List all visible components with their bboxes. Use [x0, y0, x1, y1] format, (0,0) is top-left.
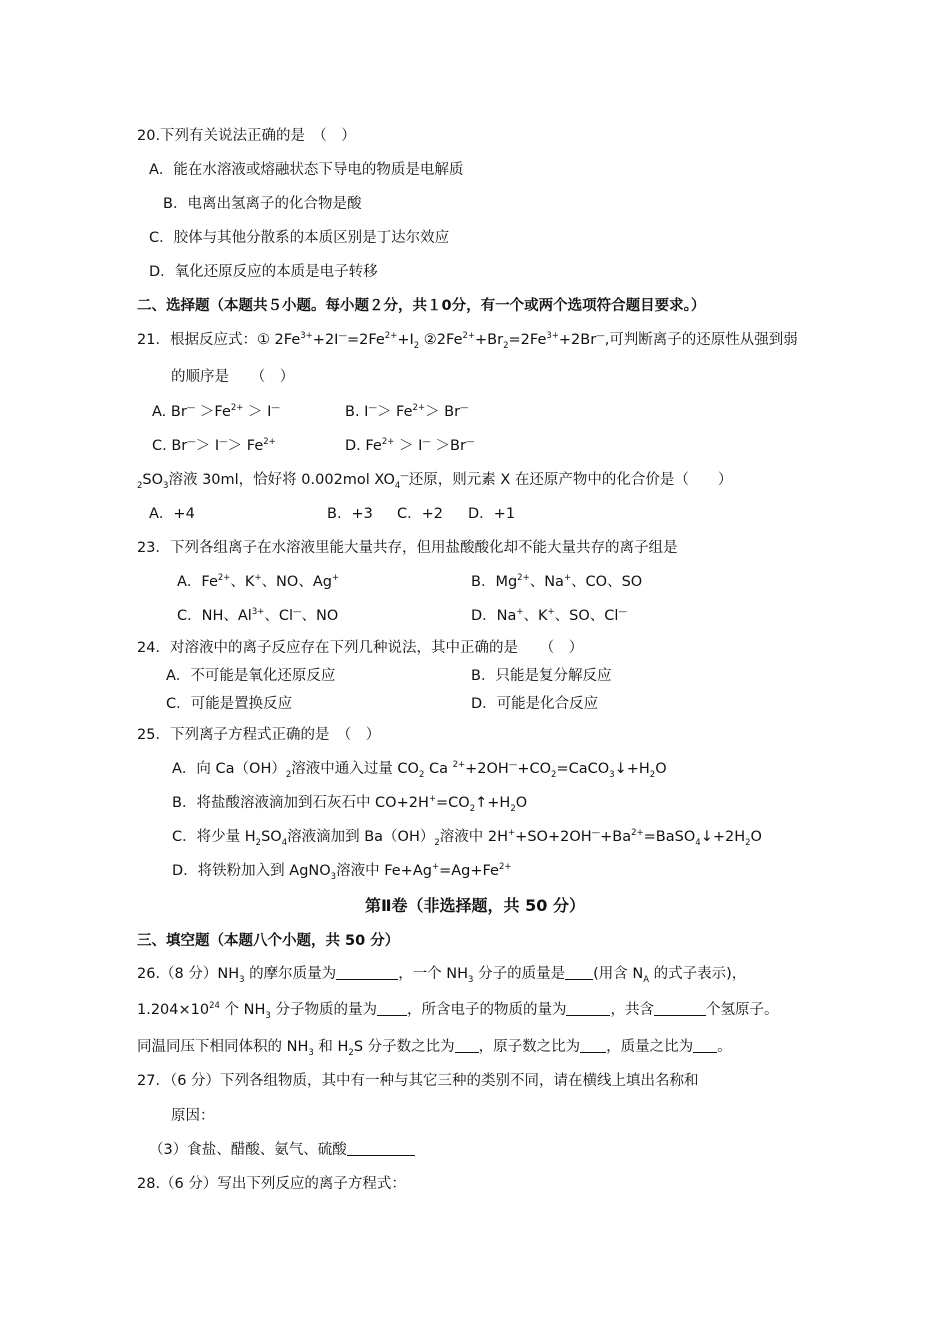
section2-title: 二、选择题（本题共５小题。每小题２分，共１0分，有一个或两个选项符合题目要求。） — [137, 298, 706, 314]
q25-option-c: C．将少量 $H_2SO_4$溶液滴加到 $Ba(OH)_2$溶液中 $2H^++SO+2OH^—+Ba^{2+}=BaSO_4↓+2H_2O$ — [172, 828, 762, 848]
q21-option-c: C. $Br^—> I^—> Fe^{2+}$ — [152, 437, 276, 454]
q25-option-d: D．将铁粉加入到 AgNO$_3$溶液中 $Fe+Ag^+=Ag+Fe^{2+}$ — [172, 862, 512, 882]
answer-blank[interactable] — [566, 1001, 610, 1016]
q21-option-d: D. $Fe^{2+} > I^— >Br^—$ — [345, 437, 475, 454]
q25-option-b: B．将盐酸溶液滴加到石灰石中 $CO+2H^+=CO_2↑+H_2O$ — [172, 794, 528, 814]
q24-option-a: A．不可能是氧化还原反应 — [166, 668, 336, 684]
answer-blank[interactable] — [347, 1141, 415, 1156]
q22-option-c: C．+2 — [397, 506, 443, 522]
q21-option-b: B. $I^—> Fe^{2+}> Br^—$ — [345, 403, 469, 420]
q22-option-b: B．+3 — [327, 506, 373, 522]
section3-title: 三、填空题（本题八个小题，共 50 分） — [137, 933, 400, 949]
q21-stem-line2: 的顺序是 （ ） — [171, 369, 295, 385]
q24-option-b: B．只能是复分解反应 — [471, 668, 612, 684]
q24-option-d: D．可能是化合反应 — [471, 696, 599, 712]
q21-stem: 21．根据反应式：① $2Fe^{3+}+2I^—=2Fe^{2+}+I_2$ $②2Fe^{2+}+Br_2=2Fe^{3+}+2Br^—$,可判断离子的还原性从强到弱 — [137, 331, 798, 351]
q28-stem: 28.（6 分）写出下列反应的离子方程式： — [137, 1176, 406, 1192]
q22-option-d: D．+1 — [468, 506, 516, 522]
q23-option-d: D．Na+、K+、SO、Cl— — [471, 607, 627, 624]
answer-blank[interactable] — [377, 1001, 407, 1016]
q25-stem: 25．下列离子方程式正确的是 （ ） — [137, 727, 381, 743]
q22-stem: $_2SO_3$溶液 30ml，恰好将 0.002mol $XO_4^—$还原，则元素 X 在还原产物中的化合价是（ ） — [137, 471, 733, 491]
q27-item3: （3）食盐、醋酸、氨气、硫酸 — [149, 1140, 415, 1160]
answer-blank[interactable] — [455, 1038, 479, 1053]
q26-line2: $1.204\times 10^{24}$ 个 $NH_3$ 分子物质的量为 ，所含电子的物质的量为 ，共含 个氢原子。 — [137, 1001, 779, 1021]
q20-option-b: B．电离出氢离子的化合物是酸 — [163, 196, 362, 212]
q20-stem: 20.下列有关说法正确的是 （ ） — [137, 128, 356, 144]
answer-blank[interactable] — [336, 965, 398, 980]
answer-blank[interactable] — [565, 965, 593, 980]
q23-option-a: A．$Fe^{2+}$、K+、NO、Ag+ — [177, 573, 340, 590]
q21-option-a: A. $Br^— >Fe^{2+} > I^—$ — [152, 403, 280, 420]
q23-stem: 23．下列各组离子在水溶液里能大量共存，但用盐酸酸化却不能大量共存的离子组是 — [137, 540, 678, 556]
q24-option-c: C．可能是置换反应 — [166, 696, 293, 712]
q24-stem: 24．对溶液中的离子反应存在下列几种说法，其中正确的是 （ ） — [137, 640, 584, 656]
q23-option-c: C．NH、$Al^{3+}$、Cl—、NO — [177, 607, 339, 624]
q23-option-b: B．$Mg^{2+}$、Na+、CO、SO — [471, 573, 643, 590]
q20-option-a: A．能在水溶液或熔融状态下导电的物质是电解质 — [149, 162, 464, 178]
q26-line3: 同温同压下相同体积的 $NH_3$ 和 $H_2S$ 分子数之比为 ，原子数之比为 ，质量之比为 。 — [137, 1039, 732, 1058]
part2-title: 第Ⅱ卷（非选择题，共 50 分） — [365, 896, 585, 915]
q27-stem-line2: 原因： — [171, 1108, 215, 1124]
q26-line1: 26.（8 分）$NH_3$ 的摩尔质量为 ，一个 $NH_3$ 分子的质量是 (用含 $N_A$ 的式子表示)， — [137, 966, 747, 985]
q20-option-c: C．胶体与其他分散系的本质区别是丁达尔效应 — [149, 230, 450, 246]
answer-blank[interactable] — [693, 1038, 717, 1053]
q20-option-d: D．氧化还原反应的本质是电子转移 — [149, 264, 378, 280]
answer-blank[interactable] — [654, 1001, 706, 1016]
answer-blank[interactable] — [580, 1038, 606, 1053]
q27-stem: 27．（6 分）下列各组物质，其中有一种与其它三种的类别不同，请在横线上填出名称和 — [137, 1073, 699, 1089]
q22-option-a: A．+4 — [149, 506, 195, 522]
q25-option-a: A．向 $Ca(OH)_2$溶液中通入过量 $CO_2$ Ca $^{2+}+2OH^—+CO_2=CaCO_3↓+H_2O$ — [172, 760, 667, 780]
